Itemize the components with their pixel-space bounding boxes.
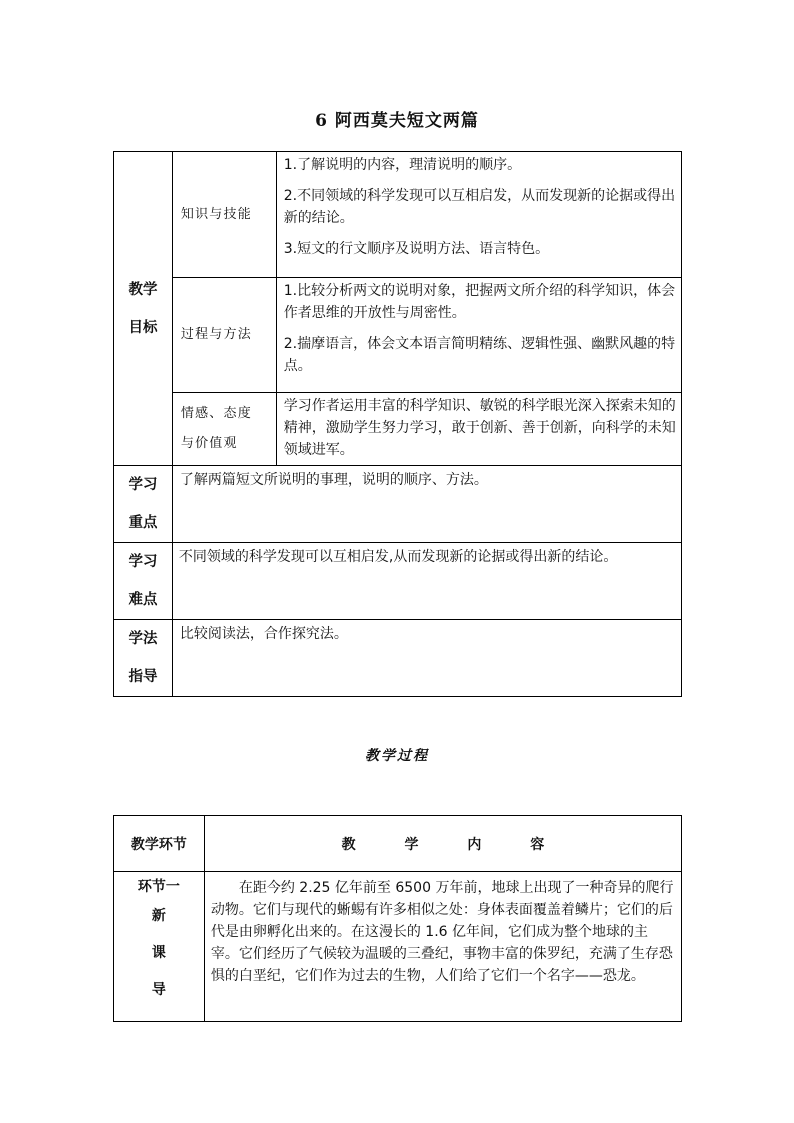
section-title: 教学过程 — [365, 748, 429, 764]
process-item: 2.揣摩语言，体会文本语言简明精练、逻辑性强、幽默风趣的特点。 — [283, 336, 676, 374]
knowledge-label: 知识与技能 — [172, 152, 276, 278]
stage-content: 在距今约 2.25 亿年前至 6500 万年前，地球上出现了一种奇异的爬行动物。它们与现代的蜥蜴有许多相似之处：身体表面覆盖着鳞片；它们的后代是由卵孵化出来的。在这漫长的 1.6 亿年间，它们成为整个地球的主宰。它们经历了气候较为温暖的三叠纪，事物丰富的侏罗纪，充满了生存恐惧的白垩纪，它们作为过去的生物，人们给了它们一个名字——恐龙。 — [204, 872, 681, 1022]
knowledge-item: 2.不同领域的科学发现可以互相启发，从而发现新的论据或得出新的结论。 — [283, 188, 676, 226]
method-label: 学法 指导 — [114, 620, 173, 697]
page-title: 6 阿西莫夫短文两篇 — [315, 111, 479, 131]
focus-label: 学习 重点 — [114, 466, 173, 543]
process-label: 过程与方法 — [172, 278, 276, 393]
objectives-label: 教学 目标 — [114, 152, 173, 466]
knowledge-content — [276, 152, 681, 278]
objectives-table — [113, 151, 682, 697]
difficulty-content: 不同领域的科学发现可以互相启发,从而发现新的论据或得出新的结论。 — [172, 543, 681, 620]
stage-cell: 环节一 新 课 导 — [114, 872, 205, 1022]
difficulty-label: 学习 难点 — [114, 543, 173, 620]
stage-header: 教学环节 — [114, 816, 205, 872]
process-content — [276, 278, 681, 393]
content-header: 教 学 内 容 — [204, 816, 681, 872]
table-row — [114, 872, 682, 1022]
knowledge-item: 3.短文的行文顺序及说明方法、语言特色。 — [283, 241, 550, 257]
emotion-label: 情感、态度 与价值观 — [172, 393, 276, 466]
focus-content: 了解两篇短文所说明的事理，说明的顺序、方法。 — [172, 466, 681, 543]
process-table — [113, 815, 682, 1022]
knowledge-item: 1.了解说明的内容，理清说明的顺序。 — [283, 157, 522, 173]
process-item: 1.比较分析两文的说明对象，把握两文所介绍的科学知识，体会作者思维的开放性与周密性。 — [283, 283, 676, 321]
method-content: 比较阅读法，合作探究法。 — [172, 620, 681, 697]
emotion-content: 学习作者运用丰富的科学知识、敏锐的科学眼光深入探索未知的精神，激励学生努力学习，敢于创新、善于创新，向科学的未知领域进军。 — [276, 393, 681, 466]
